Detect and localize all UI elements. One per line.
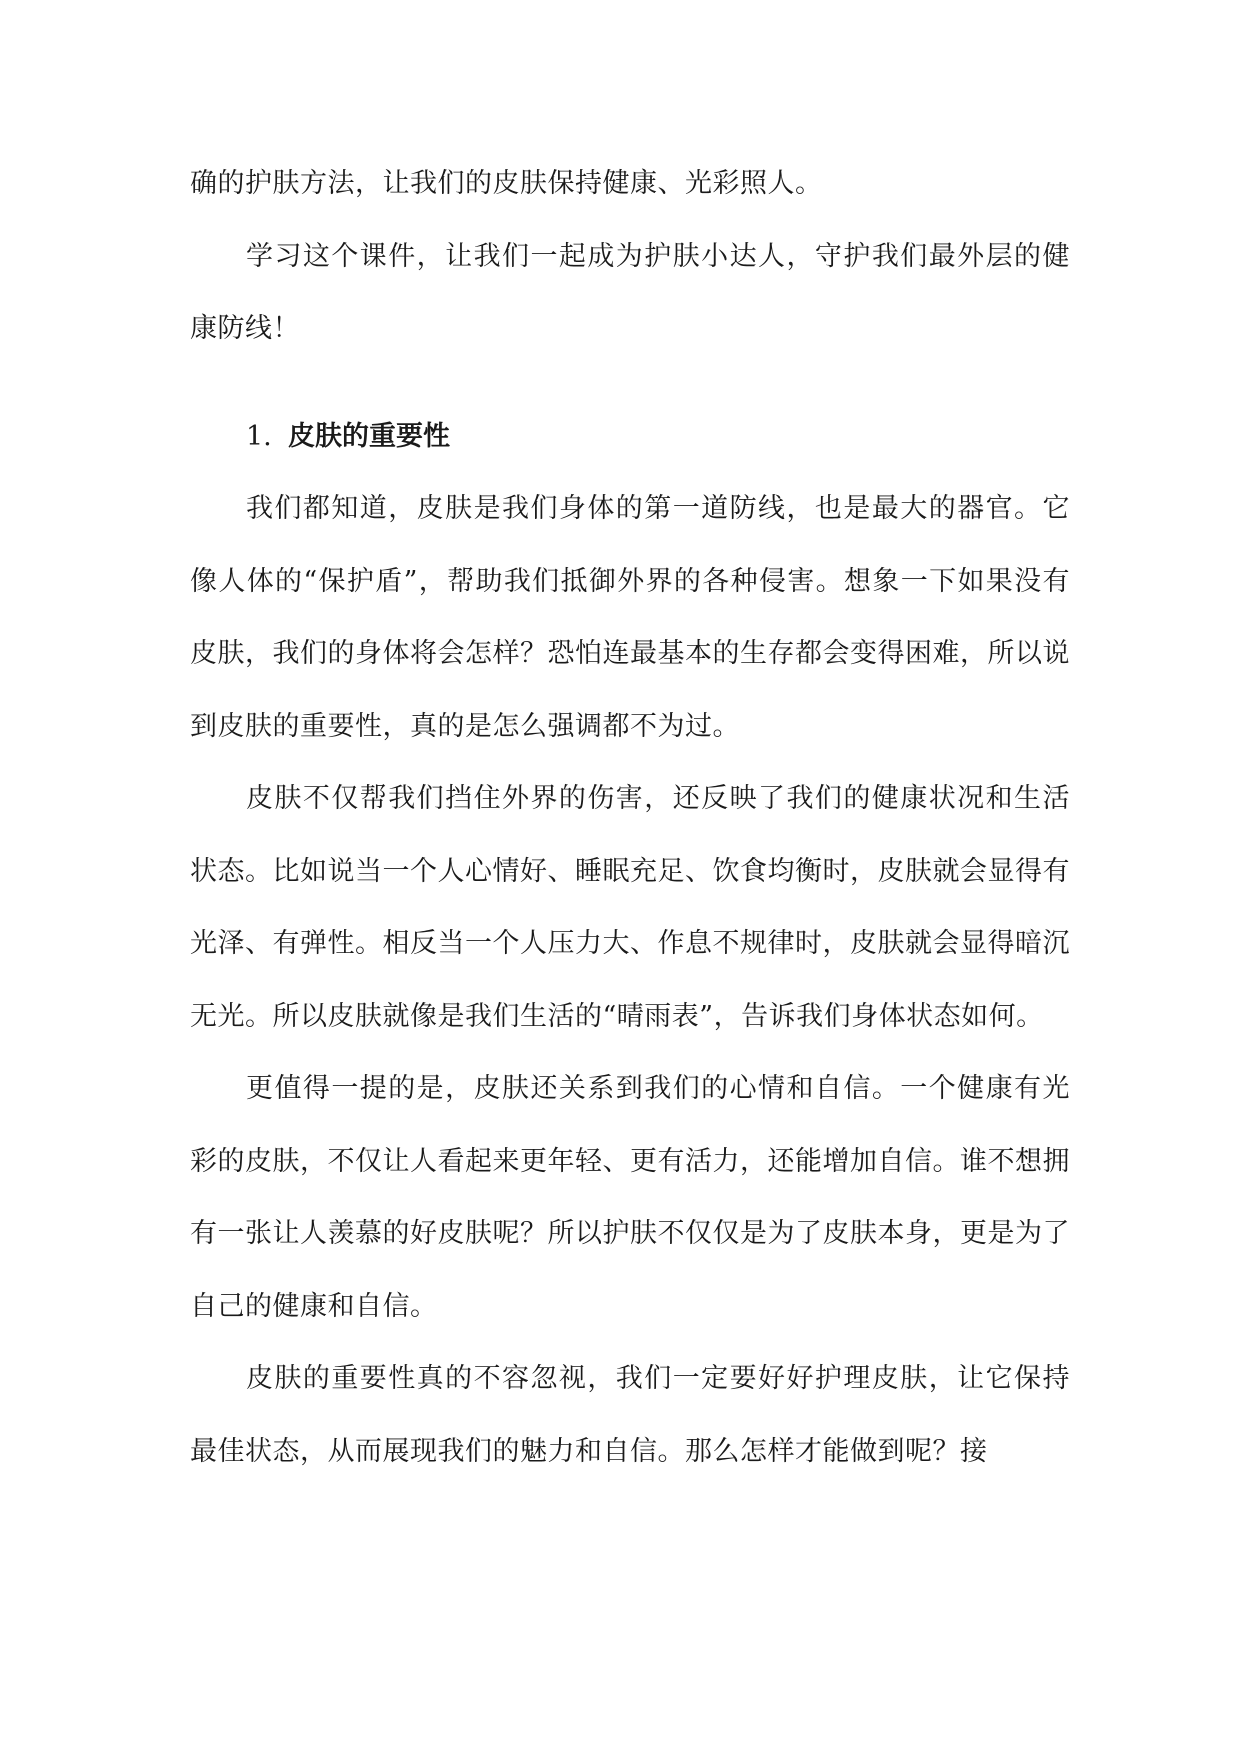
intro-closing-paragraph: 学习这个课件，让我们一起成为护肤小达人，守护我们最外层的健康防线！ [190, 240, 1070, 344]
section-title: 皮肤的重要性 [288, 420, 450, 452]
body-paragraph-4: 皮肤的重要性真的不容忽视，我们一定要好好护理皮肤，让它保持最佳状态，从而展现我们的魅力和自信。那么怎样才能做到呢？接 [190, 1363, 1070, 1467]
body-paragraph-1: 我们都知道，皮肤是我们身体的第一道防线，也是最大的器官。它像人体的“保护盾”，帮助我们抵御外界的各种侵害。想象一下如果没有皮肤，我们的身体将会怎样？恐怕连最基本的生存都会变得困难，所以说到皮肤的重要性，真的是怎么强调都不为过。 [190, 493, 1070, 742]
section-heading [190, 401, 1070, 474]
intro-continuation-paragraph: 确的护肤方法，让我们的皮肤保持健康、光彩照人。 [190, 168, 823, 199]
document-body [190, 148, 1070, 1488]
body-paragraph-2: 皮肤不仅帮我们挡住外界的伤害，还反映了我们的健康状况和生活状态。比如说当一个人心情好、睡眠充足、饮食均衡时，皮肤就会显得有光泽、有弹性。相反当一个人压力大、作息不规律时，皮肤就会显得暗沉无光。所以皮肤就像是我们生活的“晴雨表”，告诉我们身体状态如何。 [190, 783, 1070, 1032]
body-paragraph-3: 更值得一提的是，皮肤还关系到我们的心情和自信。一个健康有光彩的皮肤，不仅让人看起来更年轻、更有活力，还能增加自信。谁不想拥有一张让人羡慕的好皮肤呢？所以护肤不仅仅是为了皮肤本身，更是为了自己的健康和自信。 [190, 1073, 1070, 1322]
section-spacer [190, 366, 1070, 401]
section-number: 1. [246, 420, 272, 452]
